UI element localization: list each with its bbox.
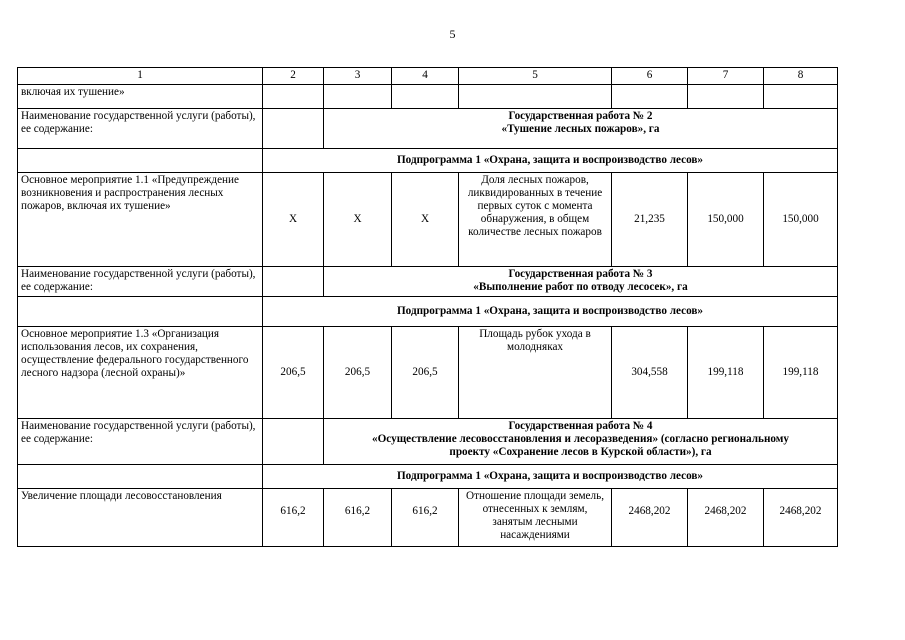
work-subtitle: «Выполнение работ по отводу лесосек», га	[473, 281, 688, 293]
work-subtitle: проекту «Сохранение лесов в Курской области»), га	[449, 446, 712, 458]
subprogram-title: Подпрограмма 1 «Охрана, защита и воспроизводство лесов»	[263, 297, 838, 327]
page-number: 5	[449, 27, 456, 41]
measure-name: Основное мероприятие 1.3 «Организация использования лесов, их сохранения, осуществление федерального государственного лесного надзора (лесной охраны)»	[18, 327, 263, 419]
column-number: 5	[459, 68, 612, 85]
value-col8: 150,000	[764, 173, 838, 267]
value-col8: 199,118	[764, 327, 838, 419]
value-col3: 206,5	[324, 327, 392, 419]
measure-row	[18, 327, 838, 419]
value-col2: 616,2	[263, 489, 324, 547]
work-subtitle: «Тушение лесных пожаров», га	[501, 123, 660, 135]
column-number: 7	[688, 68, 764, 85]
value-col2: 206,5	[263, 327, 324, 419]
work-subtitle: «Осуществление лесовосстановления и лесоразведения» (согласно региональному	[372, 433, 789, 445]
value-col6: 2468,202	[612, 489, 688, 547]
data-table	[17, 67, 838, 547]
measure-name: Увеличение площади лесовосстановления	[18, 489, 263, 547]
value-col6: 21,235	[612, 173, 688, 267]
subprogram-row	[18, 297, 838, 327]
indicator-name: Площадь рубок ухода в молодняках	[459, 327, 612, 419]
indicator-name: Отношение площади земель, отнесенных к землям, занятым лесными насаждениями	[459, 489, 612, 547]
work-title-cell	[324, 109, 838, 149]
value-col4: Х	[392, 173, 459, 267]
subprogram-title: Подпрограмма 1 «Охрана, защита и воспроизводство лесов»	[263, 149, 838, 173]
value-col7: 199,118	[688, 327, 764, 419]
service-label: Наименование государственной услуги (работы), ее содержание:	[18, 109, 263, 149]
value-col4: 616,2	[392, 489, 459, 547]
column-number: 4	[392, 68, 459, 85]
work-title-cell	[324, 267, 838, 297]
value-col6: 304,558	[612, 327, 688, 419]
value-col7: 2468,202	[688, 489, 764, 547]
column-number-row	[18, 68, 838, 85]
work-header-row	[18, 109, 838, 149]
measure-name: Основное мероприятие 1.1 «Предупреждение возникновения и распространения лесных пожаров, включая их тушение»	[18, 173, 263, 267]
work-title: Государственная работа № 3	[508, 268, 653, 280]
value-col4: 206,5	[392, 327, 459, 419]
value-col7: 150,000	[688, 173, 764, 267]
subprogram-row	[18, 149, 838, 173]
value-col3: 616,2	[324, 489, 392, 547]
continuation-text: включая их тушение»	[18, 85, 263, 109]
value-col3: Х	[324, 173, 392, 267]
work-title-cell	[324, 419, 838, 465]
value-col2: Х	[263, 173, 324, 267]
work-title: Государственная работа № 2	[508, 110, 653, 122]
column-number: 3	[324, 68, 392, 85]
column-number: 8	[764, 68, 838, 85]
subprogram-title: Подпрограмма 1 «Охрана, защита и воспроизводство лесов»	[263, 465, 838, 489]
continuation-row	[18, 85, 838, 109]
service-label: Наименование государственной услуги (работы), ее содержание:	[18, 267, 263, 297]
measure-row	[18, 489, 838, 547]
column-number: 6	[612, 68, 688, 85]
value-col8: 2468,202	[764, 489, 838, 547]
measure-row	[18, 173, 838, 267]
indicator-name: Доля лесных пожаров, ликвидированных в течение первых суток с момента обнаружения, в общем количестве лесных пожаров	[459, 173, 612, 267]
work-header-row	[18, 419, 838, 465]
work-header-row	[18, 267, 838, 297]
work-title: Государственная работа № 4	[508, 420, 653, 432]
column-number: 2	[263, 68, 324, 85]
subprogram-row	[18, 465, 838, 489]
service-label: Наименование государственной услуги (работы), ее содержание:	[18, 419, 263, 465]
column-number: 1	[18, 68, 263, 85]
